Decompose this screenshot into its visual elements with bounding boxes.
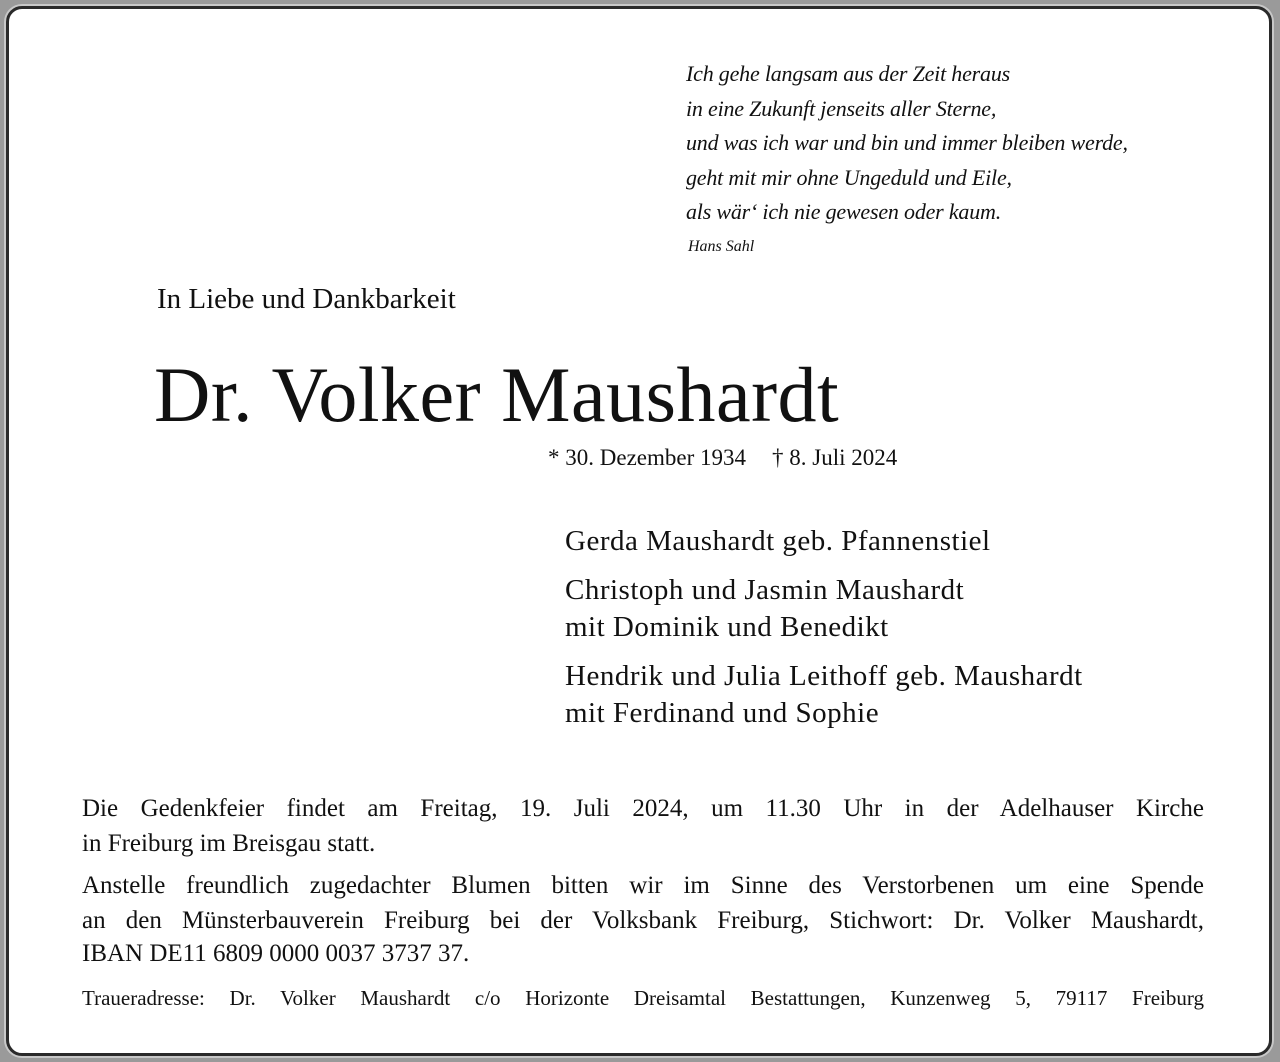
poem-line: in eine Zukunft jenseits aller Sterne, <box>686 95 997 121</box>
mourner-group <box>565 572 1083 646</box>
mourner-group <box>565 658 1083 732</box>
mourner-line: Gerda Maushardt geb. Pfannenstiel <box>565 525 991 557</box>
iban: IBAN DE11 6809 0000 0037 3737 37. <box>82 940 470 967</box>
donation-notice <box>82 868 1204 938</box>
mourners <box>565 523 1083 744</box>
mourner-line: Hendrik und Julia Leithoff geb. Maushardt <box>565 660 1083 692</box>
mourning-address: Traueradresse: Dr. Volker Maushardt c/o Horizonte Dreisamtal Bestattungen, Kunzenweg 5, 79117 Freiburg <box>82 986 1204 1010</box>
birth-date: * 30. Dezember 1934 <box>548 445 746 470</box>
life-dates <box>548 445 897 471</box>
ceremony-line: Die Gedenkfeier findet am Freitag, 19. Juli 2024, um 11.30 Uhr in der Adelhauser Kirche <box>82 795 1204 822</box>
poem <box>686 57 1128 230</box>
mourner-line: mit Dominik und Benedikt <box>565 611 889 643</box>
ceremony-notice <box>82 791 1204 861</box>
poem-line: Ich gehe langsam aus der Zeit heraus <box>686 61 1010 86</box>
poem-line: als wär‘ ich nie gewesen oder kaum. <box>686 199 1001 224</box>
dedication: In Liebe und Dankbarkeit <box>157 283 456 315</box>
poem-line: und was ich war und bin und immer bleiben werde, <box>686 130 1128 155</box>
donation-line: an den Münsterbauverein Freiburg bei der Volksbank Freiburg, Stichwort: Dr. Volker Maushardt, <box>82 907 1204 934</box>
deceased-name: Dr. Volker Maushardt <box>154 351 840 438</box>
mourner-line: mit Ferdinand und Sophie <box>565 697 880 729</box>
mourner-line: Christoph und Jasmin Maushardt <box>565 574 965 606</box>
donation-line: Anstelle freundlich zugedachter Blumen bitten wir im Sinne des Verstorbenen um eine Spende <box>82 872 1204 899</box>
mourner-group <box>565 523 1083 560</box>
death-date: † 8. Juli 2024 <box>772 445 898 470</box>
ceremony-line: in Freiburg im Breisgau statt. <box>82 830 376 857</box>
poem-line: geht mit mir ohne Ungeduld und Eile, <box>686 164 1012 190</box>
poem-author: Hans Sahl <box>688 238 755 255</box>
